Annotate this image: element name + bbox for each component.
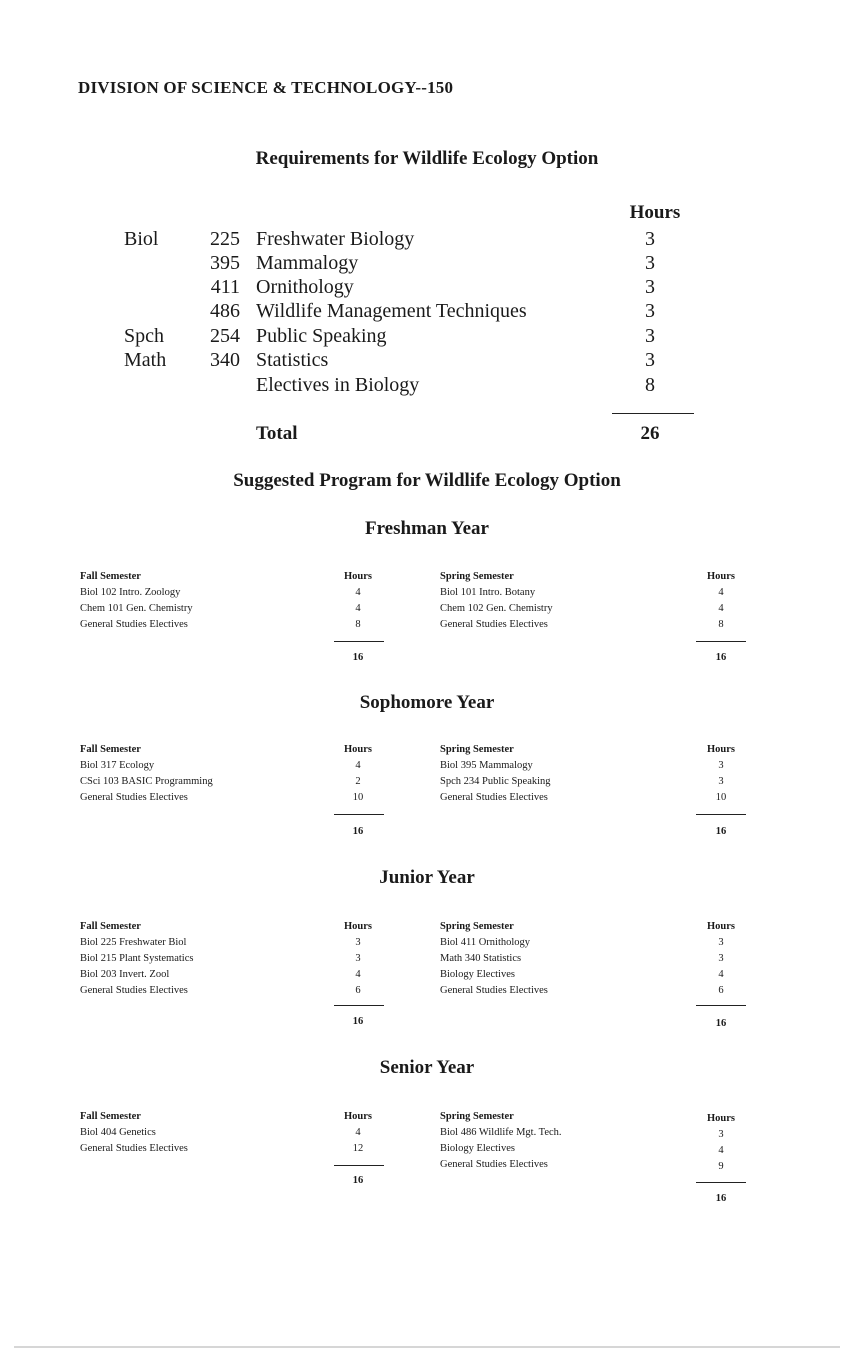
course-title: Ornithology bbox=[256, 276, 354, 298]
requirements-table bbox=[0, 0, 854, 460]
spring-total-divider bbox=[696, 814, 746, 815]
fall-course: General Studies Electives bbox=[80, 619, 188, 630]
fall-course-hours: 4 bbox=[355, 969, 361, 980]
spring-course-hours: 10 bbox=[715, 792, 727, 803]
fall-semester-header: Fall Semester bbox=[80, 571, 141, 582]
fall-total-divider bbox=[334, 814, 384, 815]
total-divider bbox=[612, 413, 694, 414]
fall-hours-header: Hours bbox=[343, 1111, 372, 1122]
spring-semester-header: Spring Semester bbox=[440, 571, 514, 582]
fall-course: CSci 103 BASIC Programming bbox=[80, 776, 213, 787]
spring-semester-header: Spring Semester bbox=[440, 744, 514, 755]
fall-total: 16 bbox=[352, 826, 364, 837]
total-value: 26 bbox=[640, 423, 660, 444]
spring-semester-header: Spring Semester bbox=[440, 1111, 514, 1122]
spring-course: Chem 102 Gen. Chemistry bbox=[440, 603, 553, 614]
course-hours: 8 bbox=[645, 374, 655, 396]
fall-total: 16 bbox=[352, 1175, 364, 1186]
spring-course: Biol 395 Mammalogy bbox=[440, 760, 533, 771]
spring-course-hours: 4 bbox=[718, 1145, 724, 1156]
requirement-row bbox=[0, 228, 854, 252]
spring-course-hours: 4 bbox=[718, 603, 724, 614]
course-number: 395 bbox=[210, 252, 240, 274]
fall-course: Biol 203 Invert. Zool bbox=[80, 969, 170, 980]
course-hours: 3 bbox=[645, 252, 655, 274]
year-title: Senior Year bbox=[379, 1057, 475, 1078]
spring-course: General Studies Electives bbox=[440, 1159, 548, 1170]
page-header: DIVISION OF SCIENCE & TECHNOLOGY--150 bbox=[78, 78, 454, 97]
spring-total: 16 bbox=[715, 1018, 727, 1029]
fall-course: Biol 404 Genetics bbox=[80, 1127, 156, 1138]
year-section-junior bbox=[0, 867, 854, 1037]
year-section-sophomore bbox=[0, 692, 854, 842]
spring-course: General Studies Electives bbox=[440, 985, 548, 996]
fall-total-divider bbox=[334, 1005, 384, 1006]
course-title: Freshwater Biology bbox=[256, 228, 415, 250]
requirement-row bbox=[0, 325, 854, 349]
fall-course-hours: 4 bbox=[355, 760, 361, 771]
course-title: Electives in Biology bbox=[256, 374, 420, 396]
spring-course: General Studies Electives bbox=[440, 619, 548, 630]
requirement-row bbox=[0, 349, 854, 373]
spring-total-divider bbox=[696, 1182, 746, 1183]
fall-hours-header: Hours bbox=[343, 571, 372, 582]
fall-course: General Studies Electives bbox=[80, 985, 188, 996]
requirements-hours-header: Hours bbox=[629, 202, 681, 223]
course-dept: Math bbox=[124, 349, 167, 371]
spring-course-hours: 3 bbox=[718, 760, 724, 771]
suggested-program-title: Suggested Program for Wildlife Ecology Option bbox=[233, 470, 621, 491]
spring-course-hours: 4 bbox=[718, 587, 724, 598]
fall-course-hours: 12 bbox=[352, 1143, 364, 1154]
spring-course: Math 340 Statistics bbox=[440, 953, 522, 964]
course-hours: 3 bbox=[645, 325, 655, 347]
spring-course: Biol 101 Intro. Botany bbox=[440, 587, 536, 598]
fall-course: Biol 317 Ecology bbox=[80, 760, 155, 771]
spring-hours-header: Hours bbox=[706, 571, 735, 582]
fall-course: Biol 225 Freshwater Biol bbox=[80, 937, 187, 948]
fall-course: Biol 215 Plant Systematics bbox=[80, 953, 194, 964]
spring-course: Biology Electives bbox=[440, 969, 515, 980]
fall-course-hours: 3 bbox=[355, 937, 361, 948]
fall-course-hours: 4 bbox=[355, 1127, 361, 1138]
course-number: 411 bbox=[210, 276, 240, 298]
spring-course: Spch 234 Public Speaking bbox=[440, 776, 551, 787]
spring-course: Biol 486 Wildlife Mgt. Tech. bbox=[440, 1127, 562, 1138]
spring-course: Biology Electives bbox=[440, 1143, 515, 1154]
fall-course: Chem 101 Gen. Chemistry bbox=[80, 603, 193, 614]
spring-total: 16 bbox=[715, 652, 727, 663]
course-title: Statistics bbox=[256, 349, 329, 371]
spring-course-hours: 3 bbox=[718, 953, 724, 964]
year-title: Freshman Year bbox=[364, 518, 489, 539]
year-section-senior bbox=[0, 1057, 854, 1217]
fall-course: Biol 102 Intro. Zoology bbox=[80, 587, 181, 598]
requirement-row bbox=[0, 300, 854, 324]
spring-course-hours: 8 bbox=[718, 619, 724, 630]
requirement-row bbox=[0, 374, 854, 398]
course-title: Public Speaking bbox=[256, 325, 387, 347]
fall-total-divider bbox=[334, 1165, 384, 1166]
spring-total: 16 bbox=[715, 826, 727, 837]
course-dept: Spch bbox=[124, 325, 164, 347]
fall-hours-header: Hours bbox=[343, 921, 372, 932]
page-bottom-edge bbox=[14, 1346, 840, 1348]
spring-total-divider bbox=[696, 641, 746, 642]
spring-course-hours: 6 bbox=[718, 985, 724, 996]
fall-total: 16 bbox=[352, 652, 364, 663]
spring-hours-header: Hours bbox=[706, 921, 735, 932]
course-title: Mammalogy bbox=[256, 252, 359, 274]
fall-course-hours: 2 bbox=[355, 776, 361, 787]
requirements-title: Requirements for Wildlife Ecology Option bbox=[255, 148, 599, 169]
course-hours: 3 bbox=[645, 300, 655, 322]
spring-course-hours: 3 bbox=[718, 776, 724, 787]
fall-course-hours: 3 bbox=[355, 953, 361, 964]
fall-total-divider bbox=[334, 641, 384, 642]
spring-course-hours: 9 bbox=[718, 1161, 724, 1172]
fall-course-hours: 4 bbox=[355, 587, 361, 598]
spring-course-hours: 3 bbox=[718, 1129, 724, 1140]
fall-course-hours: 4 bbox=[355, 603, 361, 614]
course-title: Wildlife Management Techniques bbox=[256, 300, 527, 322]
spring-course: General Studies Electives bbox=[440, 792, 548, 803]
spring-hours-header: Hours bbox=[706, 1113, 735, 1124]
fall-course-hours: 8 bbox=[355, 619, 361, 630]
year-title: Junior Year bbox=[379, 867, 475, 888]
spring-course-hours: 4 bbox=[718, 969, 724, 980]
requirement-row bbox=[0, 276, 854, 300]
fall-course: General Studies Electives bbox=[80, 792, 188, 803]
requirement-row bbox=[0, 252, 854, 276]
spring-hours-header: Hours bbox=[706, 744, 735, 755]
course-hours: 3 bbox=[645, 349, 655, 371]
fall-semester-header: Fall Semester bbox=[80, 921, 141, 932]
fall-course-hours: 10 bbox=[352, 792, 364, 803]
fall-semester-header: Fall Semester bbox=[80, 1111, 141, 1122]
course-hours: 3 bbox=[645, 228, 655, 250]
total-label: Total bbox=[256, 423, 298, 444]
fall-course-hours: 6 bbox=[355, 985, 361, 996]
fall-hours-header: Hours bbox=[343, 744, 372, 755]
spring-course-hours: 3 bbox=[718, 937, 724, 948]
course-hours: 3 bbox=[645, 276, 655, 298]
fall-semester-header: Fall Semester bbox=[80, 744, 141, 755]
year-section-freshman bbox=[0, 518, 854, 668]
course-number: 254 bbox=[210, 325, 240, 347]
year-title: Sophomore Year bbox=[359, 692, 495, 713]
fall-total: 16 bbox=[352, 1016, 364, 1027]
spring-semester-header: Spring Semester bbox=[440, 921, 514, 932]
course-number: 486 bbox=[210, 300, 240, 322]
spring-total: 16 bbox=[715, 1193, 727, 1204]
fall-course: General Studies Electives bbox=[80, 1143, 188, 1154]
spring-total-divider bbox=[696, 1005, 746, 1006]
course-dept: Biol bbox=[124, 228, 159, 250]
course-number: 225 bbox=[210, 228, 240, 250]
course-number: 340 bbox=[210, 349, 240, 371]
spring-course: Biol 411 Ornithology bbox=[440, 937, 531, 948]
